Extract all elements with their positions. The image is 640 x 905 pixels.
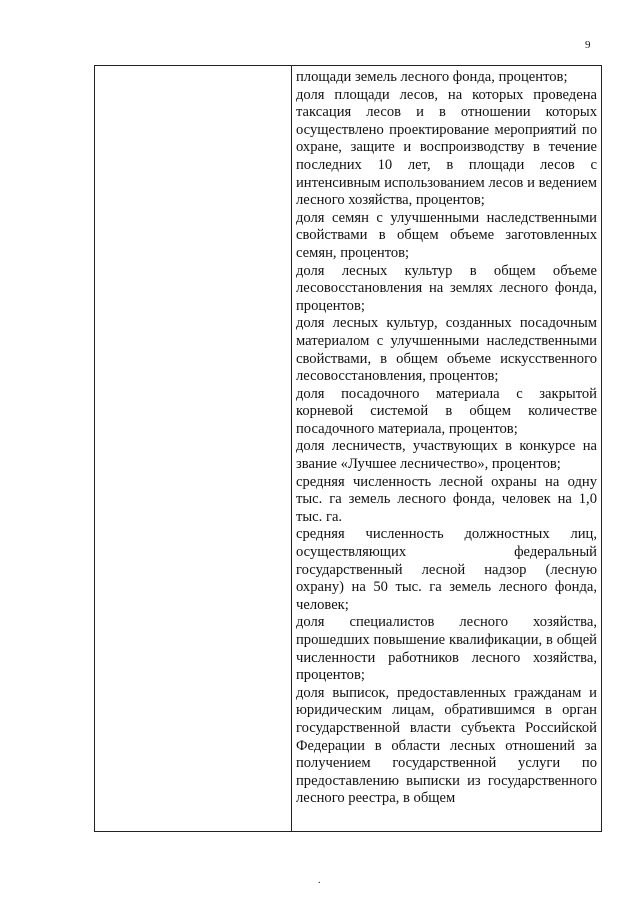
indicator-paragraph: доля лесничеств, участвующих в конкурсе на звание «Лучшее лесничество», процентов;	[296, 438, 597, 473]
table-left-column	[95, 66, 292, 831]
page-number: 9	[585, 39, 591, 51]
indicator-paragraph: доля специалистов лесного хозяйства, прошедших повышение квалификации, в общей численности работников лесного хозяйства, процентов;	[296, 614, 597, 684]
indicator-paragraph: площади земель лесного фонда, процентов;	[296, 69, 568, 85]
indicator-paragraph: средняя численность лесной охраны на одну тыс. га земель лесного фонда, человек на 1,0 тыс. га.	[296, 473, 597, 525]
indicator-paragraph: доля выписок, предоставленных гражданам и юридическим лицам, обратившимся в орган государственной власти субъекта Российской Федерации в области лесных отношений за получением государственной услуги по предоставлению выписки из государственного лесного реестра, в общем	[296, 684, 597, 807]
indicator-paragraph: доля семян с улучшенными наследственными свойствами в общем объеме заготовленных семян, процентов;	[296, 209, 597, 261]
indicator-paragraph: доля площади лесов, на которых проведена таксация лесов и в отношении которых осуществлено проектирование мероприятий по охране, защите и воспроизводству в течение последних 10 лет, в площади лесов с интенсивным использованием лесов и ведением лесного хозяйства, процентов;	[296, 86, 597, 209]
indicator-paragraph: средняя численность должностных лиц, осуществляющих федеральный государственный лесной надзор (лесную охрану) на 50 тыс. га земель лесного фонда, человек;	[296, 526, 597, 613]
indicator-table	[94, 65, 602, 832]
footer-mark: .	[318, 875, 321, 886]
indicator-paragraph: доля посадочного материала с закрытой корневой системой в общем количестве посадочного материала, процентов;	[296, 385, 597, 437]
indicator-paragraph: доля лесных культур в общем объеме лесовосстановления на землях лесного фонда, процентов;	[296, 262, 597, 314]
table-right-column	[292, 66, 601, 831]
indicator-paragraph: доля лесных культур, созданных посадочным материалом с улучшенными наследственными свойствами, в общем объеме искусственного лесовосстановления, процентов;	[296, 315, 597, 385]
